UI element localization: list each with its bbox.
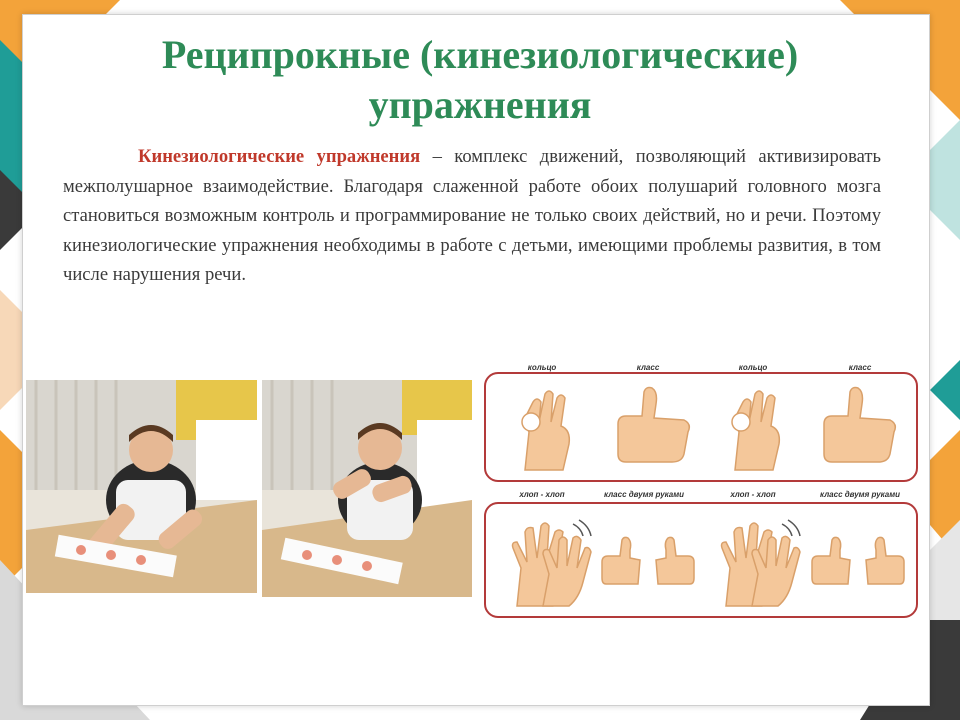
exercise-label-clap-2: хлоп - хлоп	[730, 490, 776, 499]
exercise-label-thumb-2: класс	[848, 363, 872, 372]
exercise-label-two-thumbs-2: класс двумя руками	[819, 490, 901, 499]
exercise-label-thumb-1: класс	[636, 363, 660, 372]
photo-child-2	[262, 380, 472, 597]
ring-hand-icon	[505, 382, 585, 474]
exercise-label-clap-1: хлоп - хлоп	[519, 490, 565, 499]
photo-child-1	[26, 380, 257, 593]
clap-hands-icon-2	[712, 518, 804, 610]
exercise-label-two-thumbs-1: класс двумя руками	[603, 490, 685, 499]
thumb-up-icon-2	[812, 384, 902, 468]
thumb-up-icon	[608, 384, 694, 468]
clap-hands-icon	[503, 518, 595, 610]
two-thumbs-up-icon-2	[808, 534, 908, 590]
body-paragraph	[63, 142, 881, 290]
title-line-1: Реципрокные (кинезиологические)	[161, 32, 799, 77]
slide-title	[40, 30, 920, 130]
two-thumbs-up-icon	[598, 534, 698, 590]
body-highlight: Кинезиологические упражнения	[138, 146, 421, 167]
exercise-label-ring-1: кольцо	[527, 363, 557, 372]
title-line-2: упражнения	[368, 82, 592, 127]
ring-hand-icon-2	[715, 382, 795, 474]
body-text: – комплекс движений, позволяющий активизировать межполушарное взаимодействие. Благодаря слаженной работе обоих полушарий головного мозга становиться возможным контроль и программирование не только своих действий, но и речи. Поэтому кинезиологические упражнения необходимы в работе с детьми, имеющими проблемы развития, в том числе нарушения речи.	[63, 146, 881, 285]
exercise-label-ring-2: кольцо	[738, 363, 768, 372]
